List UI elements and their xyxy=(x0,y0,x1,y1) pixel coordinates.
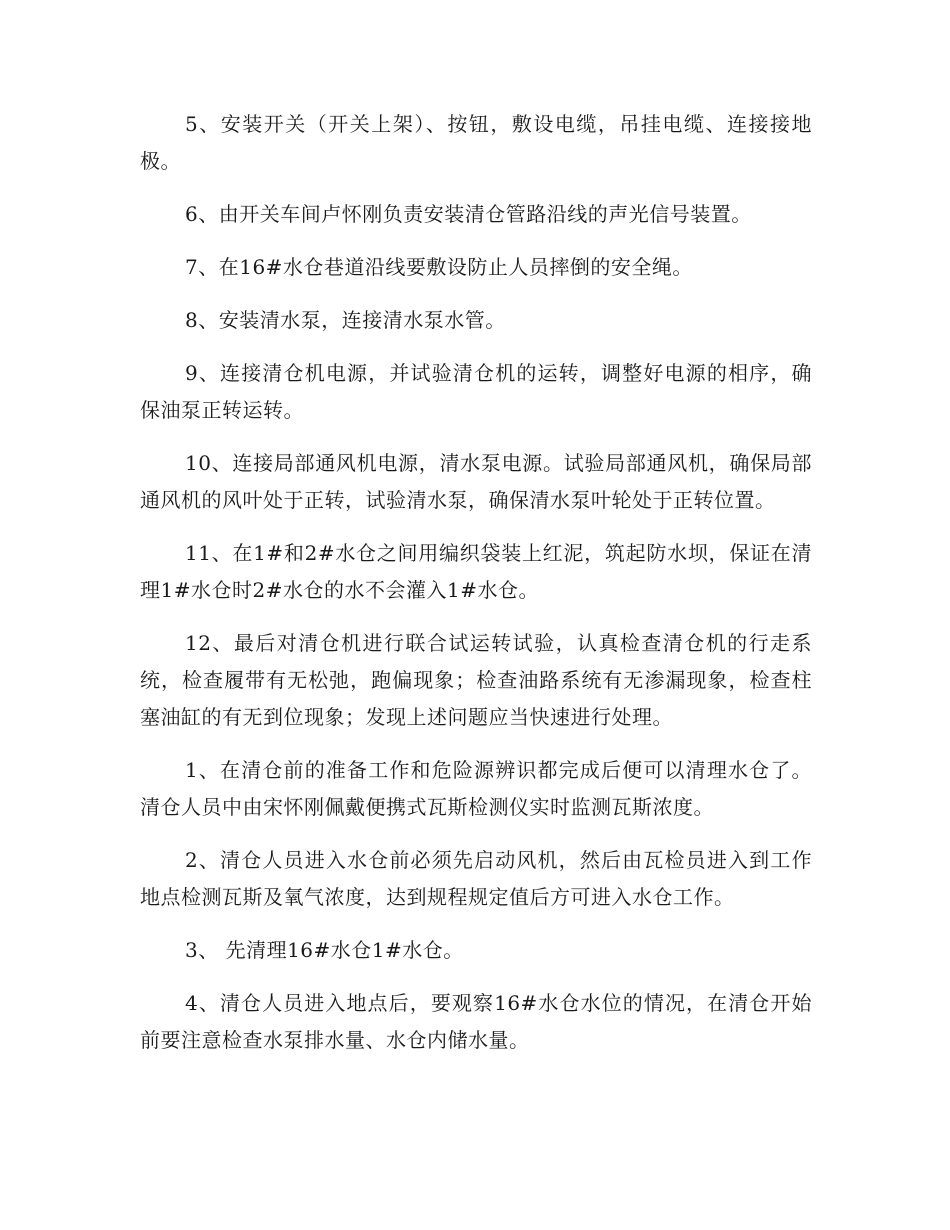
paragraph-step-5: 5、安装开关（开关上架）、按钮，敷设电缆，吊挂电缆、连接接地极。 xyxy=(140,112,812,173)
paragraph-step-7: 7、在16#水仓巷道沿线要敷设防止人员摔倒的安全绳。 xyxy=(185,255,693,279)
document-body xyxy=(140,106,812,1075)
paragraph-step-12: 12、最后对清仓机进行联合试运转试验，认真检查清仓机的行走系统，检查履带有无松弛，跑偏现象；检查油路系统有无渗漏现象，检查柱塞油缸的有无到位现象；发现上述问题应当快速进行处理。 xyxy=(140,631,812,729)
paragraph-clean-step-2: 2、清仓人员进入水仓前必须先启动风机，然后由瓦检员进入到工作地点检测瓦斯及氧气浓度，达到规程规定值后方可进入水仓工作。 xyxy=(140,848,812,909)
paragraph-step-11: 11、在1#和2#水仓之间用编织袋装上红泥，筑起防水坝，保证在清理1#水仓时2#水仓的水不会灌入1#水仓。 xyxy=(140,541,812,602)
paragraph-step-10: 10、连接局部通风机电源，清水泵电源。试验局部通风机，确保局部通风机的风叶处于正转，试验清水泵，确保清水泵叶轮处于正转位置。 xyxy=(140,451,812,512)
paragraph-step-6: 6、由开关车间卢怀刚负责安装清仓管路沿线的声光信号装置。 xyxy=(185,202,752,226)
paragraph-step-9: 9、连接清仓机电源，并试验清仓机的运转，调整好电源的相序，确保油泵正转运转。 xyxy=(140,361,812,422)
paragraph-step-8: 8、安装清水泵，连接清水泵水管。 xyxy=(185,308,506,332)
paragraph-clean-step-4: 4、清仓人员进入地点后，要观察16#水仓水位的情况，在清仓开始前要注意检查水泵排水量、水仓内储水量。 xyxy=(140,991,812,1052)
paragraph-clean-step-3: 3、 先清理16#水仓1#水仓。 xyxy=(185,938,464,962)
paragraph-clean-step-1: 1、在清仓前的准备工作和危险源辨识都完成后便可以清理水仓了。清仓人员中由宋怀刚佩戴便携式瓦斯检测仪实时监测瓦斯浓度。 xyxy=(140,758,812,819)
